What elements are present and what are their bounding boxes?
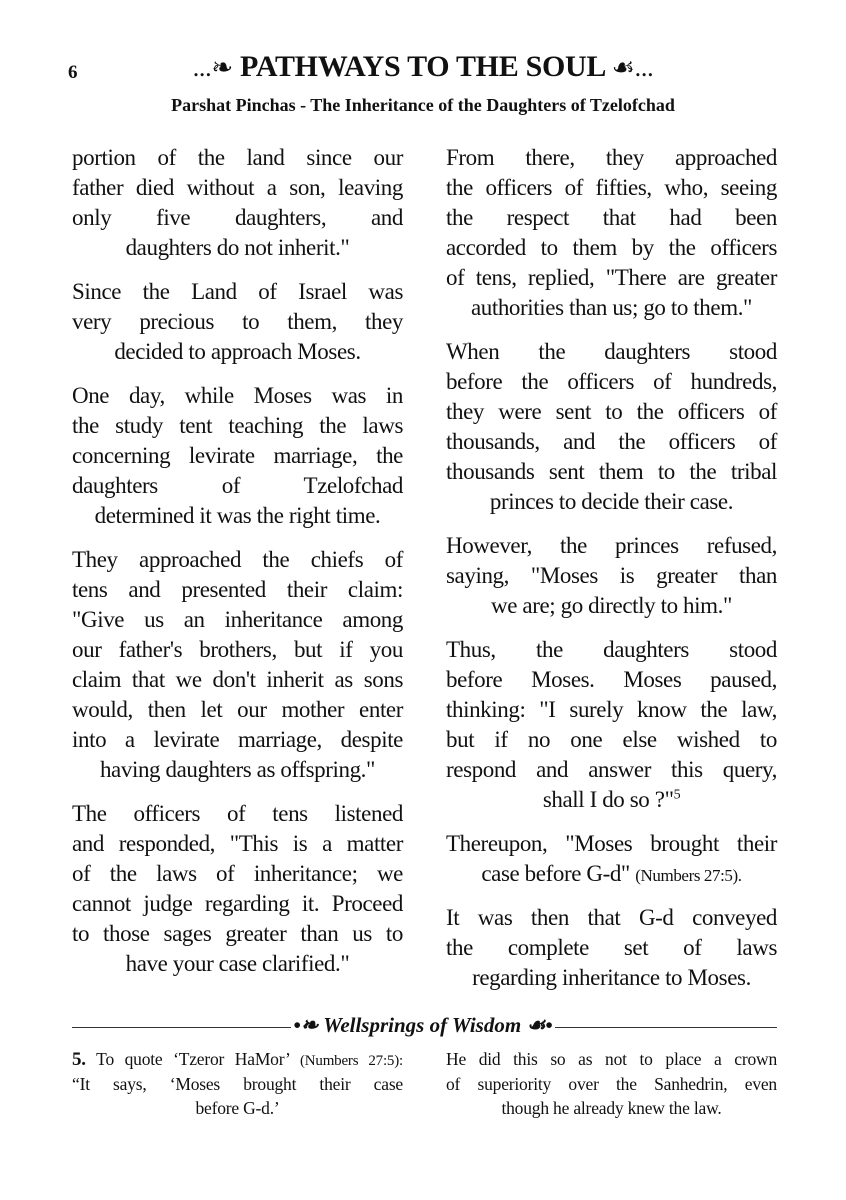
text-line [446,487,777,517]
text-line [446,143,777,173]
text-line [446,337,777,367]
divider-ornament-right-icon: ☙• [526,1013,553,1037]
text-line [72,545,403,575]
text-line [72,173,403,203]
footnote-left [72,1047,403,1121]
text-line [446,367,777,397]
line-text: decided to approach Moses. [114,339,361,364]
text-line [72,233,403,263]
text-line [446,293,777,323]
book-title: PATHWAYS TO THE SOUL [240,50,605,83]
line-text: thousands sent them to the tribal [446,459,777,484]
text-line [446,665,777,695]
text-line [446,233,777,263]
line-text: father died without a son, leaving [72,175,403,200]
line-text: From there, they approached [446,145,777,170]
line-text: we are; go directly to him." [491,593,732,618]
paragraph [72,143,403,263]
line-text: "Give us an inheritance among [72,607,403,632]
line-text: Thus, the daughters stood [446,637,777,662]
line-text: would, then let our mother enter [72,697,403,722]
text-line [446,591,777,621]
text-line [446,263,777,293]
paragraph [72,277,403,367]
footnote-line: before G-d.’ [195,1098,280,1118]
line-text: When the daughters stood [446,339,777,364]
line-text: only five daughters, and [72,205,403,230]
line-text: portion of the land since our [72,145,403,170]
text-line [72,799,403,829]
text-line [72,441,403,471]
text-line [72,203,403,233]
line-text: to those sages greater than us to [72,921,403,946]
line-text: tens and presented their claim: [72,577,403,602]
text-line [72,277,403,307]
divider-ornament-left-icon: •❧ [293,1013,319,1037]
line-text: thinking: "I surely know the law, [446,697,777,722]
line-text: authorities than us; go to them." [470,295,753,320]
line-text: of tens, replied, "There are greater [446,265,777,290]
text-line [446,755,777,785]
line-text: concerning levirate marriage, the [72,443,403,468]
line-text: One day, while Moses was in [72,383,403,408]
text-line [72,889,403,919]
line-text: before the officers of hundreds, [446,369,777,394]
line-text: our father's brothers, but if you [72,637,403,662]
text-line [446,427,777,457]
footnote-marker: 5 [673,787,681,803]
text-line [446,829,777,859]
chapter-subtitle: Parshat Pinchas - The Inheritance of the Daughters of Tzelofchad [171,95,675,115]
footnote-line: He did this so as not to place a crown [446,1049,777,1069]
text-line [72,919,403,949]
line-text: thousands, and the officers of [446,429,777,454]
line-text: case before G-d" [481,861,636,886]
verse-reference: (Numbers 27:5). [635,866,742,885]
text-line [72,575,403,605]
line-text: The officers of tens listened [72,801,403,826]
footnote-line: of superiority over the Sanhedrin, even [446,1073,777,1094]
line-text: the study tent teaching the laws [72,413,403,438]
text-line [72,143,403,173]
footnote-line [72,1047,403,1072]
paragraph [446,903,777,993]
line-text: the complete set of laws [446,935,777,960]
text-line [446,531,777,561]
text-column-left [72,143,403,993]
text-column-right [446,143,777,1007]
footnote-text: To quote ‘Tzeror HaMor’ [85,1049,300,1069]
line-text: However, the princes refused, [446,533,777,558]
line-text: respond and answer this query, [446,757,777,782]
text-line [446,695,777,725]
text-line [72,665,403,695]
line-text: determined it was the right time. [94,503,381,528]
text-line [72,695,403,725]
footnote-number: 5. [72,1049,86,1070]
line-text: Since the Land of Israel was [72,279,403,304]
text-line [72,411,403,441]
running-title [0,50,846,84]
text-line [72,605,403,635]
footnote-line: though he already knew the law. [501,1098,722,1118]
paragraph [446,143,777,323]
text-line [72,471,403,501]
text-line [72,949,403,979]
line-text: It was then that G-d conveyed [446,905,777,930]
line-text: cannot judge regarding it. Proceed [72,891,403,916]
text-line [446,457,777,487]
line-text: of the laws of inheritance; we [72,861,403,886]
text-line [446,203,777,233]
text-line [446,173,777,203]
text-line [446,903,777,933]
text-line [72,337,403,367]
ornament-right-icon: ☙... [611,53,654,82]
text-line [446,725,777,755]
line-text: shall I do so ?" [542,787,674,812]
paragraph [446,635,777,815]
text-line [446,561,777,591]
text-line [72,755,403,785]
text-line [446,859,777,889]
line-text: having daughters as offspring." [99,757,376,782]
text-line [72,501,403,531]
text-line [446,635,777,665]
paragraph [446,829,777,889]
text-line [72,381,403,411]
text-line [446,933,777,963]
paragraph [72,545,403,785]
page-number: 6 [68,62,78,83]
text-line [72,725,403,755]
line-text: regarding inheritance to Moses. [472,965,751,990]
line-text: have your case clarified." [125,951,350,976]
line-text: accorded to them by the officers [446,235,777,260]
footnote-right [446,1047,777,1121]
line-text: They approached the chiefs of [72,547,403,572]
line-text: very precious to them, they [72,309,403,334]
section-divider [0,1013,846,1038]
paragraph [446,337,777,517]
text-line [446,397,777,427]
text-line [72,829,403,859]
line-text: claim that we don't inherit as sons [72,667,403,692]
line-text: the officers of fifties, who, seeing [446,175,777,200]
line-text: saying, "Moses is greater than [446,563,777,588]
text-line [72,859,403,889]
line-text: into a levirate marriage, despite [72,727,403,752]
paragraph [72,381,403,531]
text-line [446,785,777,815]
line-text: but if no one else wished to [446,727,777,752]
text-line [72,307,403,337]
divider-label: Wellsprings of Wisdom [323,1013,522,1037]
footnote-reference: (Numbers 27:5): [299,1053,403,1069]
paragraph [72,799,403,979]
line-text: the respect that had been [446,205,777,230]
line-text: Thereupon, "Moses brought their [446,831,777,856]
text-line [72,635,403,665]
line-text: they were sent to the officers of [446,399,777,424]
paragraph [446,531,777,621]
line-text: princes to decide their case. [489,489,734,514]
line-text: daughters do not inherit." [125,235,350,260]
text-line [446,963,777,993]
ornament-left-icon: ...❧ [192,53,233,82]
line-text: and responded, "This is a matter [72,831,403,856]
line-text: before Moses. Moses paused, [446,667,777,692]
footnote-line: “It says, ‘Moses brought their case [72,1073,403,1094]
line-text: daughters of Tzelofchad [72,473,403,498]
